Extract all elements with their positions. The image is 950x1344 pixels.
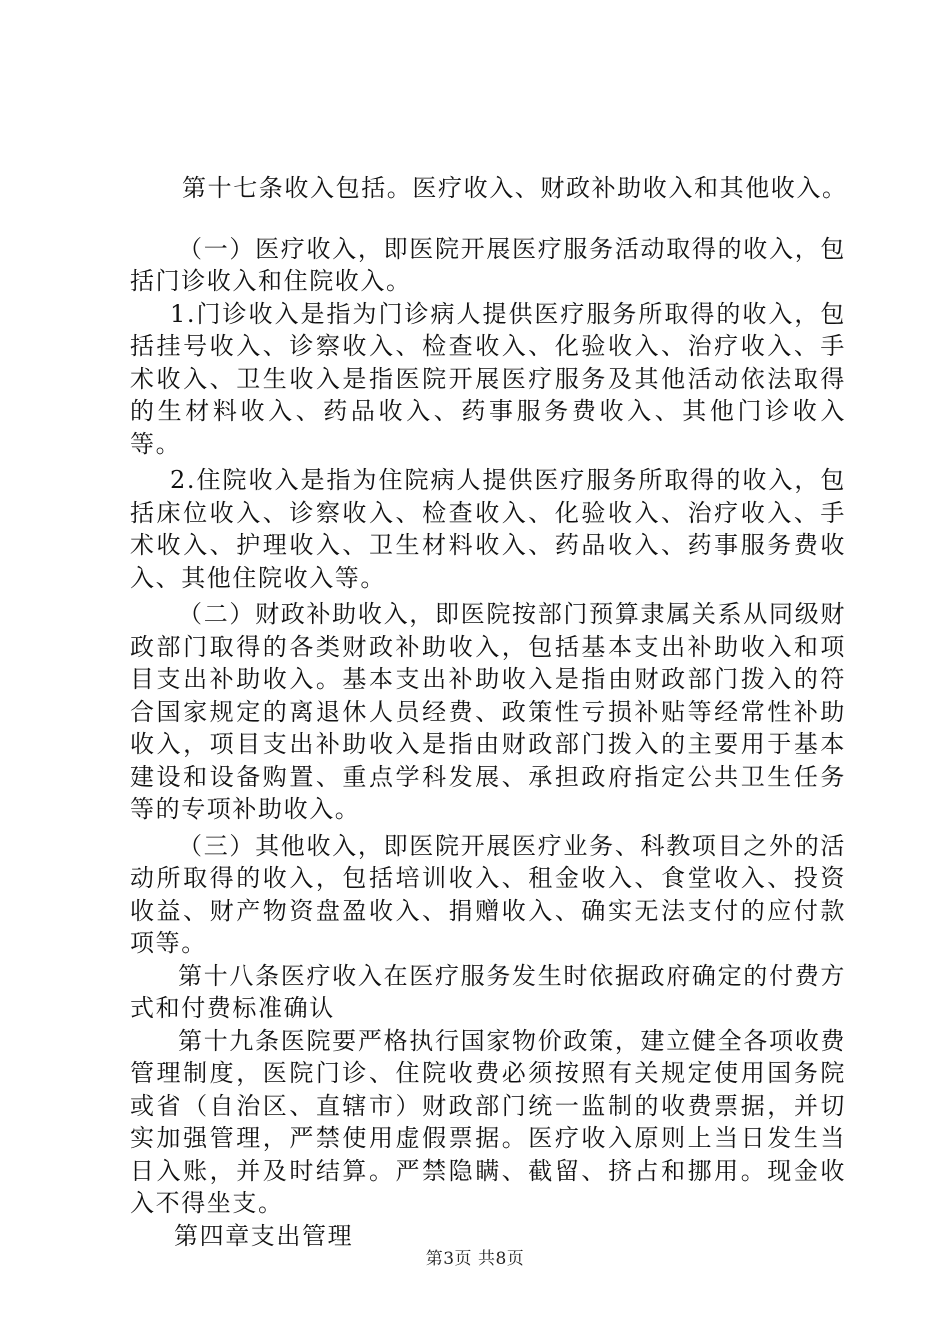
page-number-footer: 第3页 共8页: [425, 1249, 525, 1269]
fiscal-subsidy-paragraph: （二）财政补助收入，即医院按部门预算隶属关系从同级财政部门取得的各类财政补助收入，包括基本支出补助收入和项目支出补助收入。基本支出补助收入是指由财政部门拨入的符合国家规定的离退休人员经费、政策性亏损补贴等经常性补助收入，项目支出补助收入是指由财政部门拨入的主要用于基本建设和设备购置、重点学科发展、承担政府指定公共卫生任务等的专项补助收入。: [130, 600, 846, 823]
inpatient-income-paragraph: 2.住院收入是指为住院病人提供医疗服务所取得的收入，包括床位收入、诊察收入、检查收入、化验收入、治疗收入、手术收入、护理收入、卫生材料收入、药品收入、药事服务费收入、其他住院收入等。: [130, 466, 846, 592]
article-17-paragraph: 第十七条收入包括。医疗收入、财政补助收入和其他收入。: [182, 174, 848, 202]
medical-income-paragraph: （一）医疗收入，即医院开展医疗服务活动取得的收入，包括门诊收入和住院收入。: [130, 234, 846, 295]
document-body: [130, 172, 846, 1252]
outpatient-income-paragraph: 1.门诊收入是指为门诊病人提供医疗服务所取得的收入，包括挂号收入、诊察收入、检查收入、化验收入、治疗收入、手术收入、卫生收入是指医院开展医疗服务及其他活动依法取得的生材料收入、药品收入、药事服务费收入、其他门诊收入等。: [130, 299, 846, 458]
article-18-paragraph: 第十八条医疗收入在医疗服务发生时依据政府确定的付费方式和付费标准确认: [130, 961, 846, 1022]
other-income-paragraph: （三）其他收入，即医院开展医疗业务、科教项目之外的活动所取得的收入，包括培训收入、租金收入、食堂收入、投资收益、财产物资盘盈收入、捐赠收入、确实无法支付的应付款项等。: [130, 831, 846, 957]
article-19-paragraph: 第十九条医院要严格执行国家物价政策，建立健全各项收费管理制度，医院门诊、住院收费必须按照有关规定使用国务院或省（自治区、直辖市）财政部门统一监制的收费票据，并切实加强管理，严禁使用虚假票据。医疗收入原则上当日发生当日入账，并及时结算。严禁隐瞒、截留、挤占和挪用。现金收入不得坐支。: [130, 1026, 846, 1217]
chapter-4-heading: 第四章支出管理: [174, 1221, 354, 1250]
